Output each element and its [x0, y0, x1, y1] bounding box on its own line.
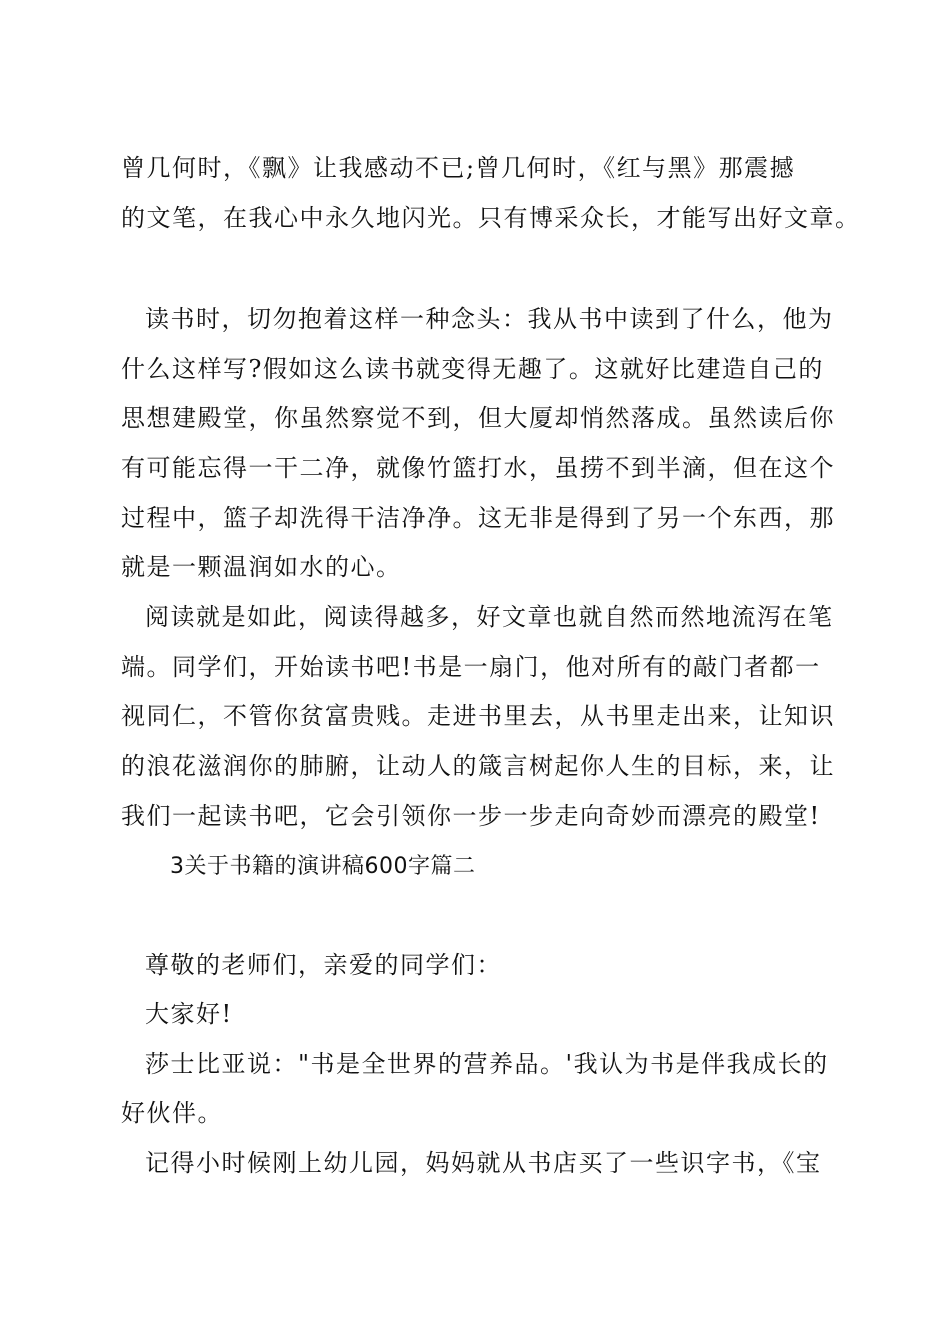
paragraph-line: 阅读就是如此，阅读得越多，好文章也就自然而然地流泻在笔: [145, 603, 834, 631]
paragraph-line: 视同仁，不管你贫富贵贱。走进书里去，从书里走出来，让知识: [121, 702, 835, 730]
paragraph-line: 好伙伴。: [121, 1099, 223, 1127]
paragraph-line: 端。同学们，开始读书吧!书是一扇门，他对所有的敲门者都一: [121, 653, 821, 681]
paragraph-line: 思想建殿堂，你虽然察觉不到，但大厦却悄然落成。虽然读后你: [121, 404, 835, 432]
salutation: 尊敬的老师们，亲爱的同学们：: [145, 951, 502, 979]
paragraph-line: 就是一颗温润如水的心。: [121, 553, 402, 581]
paragraph-line: 曾几何时，《飘》让我感动不已;曾几何时，《红与黑》那震撼: [121, 154, 796, 182]
paragraph-line: 记得小时候刚上幼儿园，妈妈就从书店买了一些识字书，《宝: [145, 1149, 822, 1177]
paragraph-line: 的文笔，在我心中永久地闪光。只有博采众长，才能写出好文章。: [121, 204, 861, 232]
paragraph-line: 有可能忘得一干二净，就像竹篮打水，虽捞不到半滴，但在这个: [121, 454, 835, 482]
greeting: 大家好!: [145, 1000, 233, 1028]
paragraph-line: 的浪花滋润你的肺腑，让动人的箴言树起你人生的目标，来，让: [121, 752, 835, 780]
paragraph-line: 什么这样写?假如这么读书就变得无趣了。这就好比建造自己的: [121, 355, 824, 383]
paragraph-line: 读书时，切勿抱着这样一种念头：我从书中读到了什么，他为: [145, 305, 834, 333]
section-heading: 3关于书籍的演讲稿600字篇二: [170, 854, 476, 879]
paragraph-line: 过程中，篮子却洗得干洁净净。这无非是得到了另一个东西，那: [121, 504, 835, 532]
paragraph-line: 我们一起读书吧，它会引领你一步一步走向奇妙而漂亮的殿堂!: [121, 802, 821, 830]
paragraph-line: 莎士比亚说："书是全世界的营养品。'我认为书是伴我成长的: [145, 1050, 829, 1078]
